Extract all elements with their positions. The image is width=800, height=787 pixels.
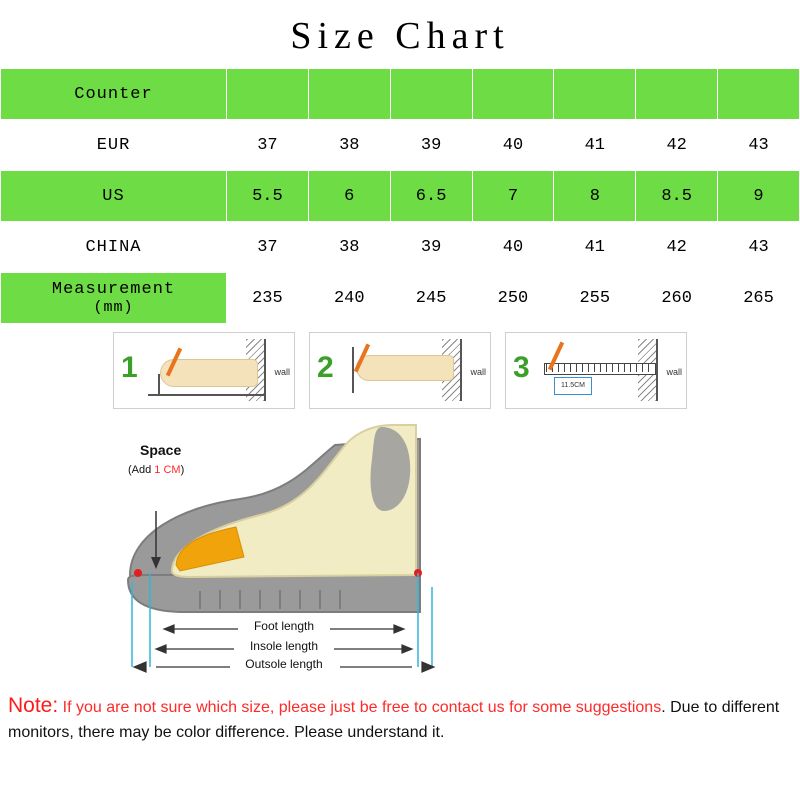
marker-heel-red [134, 569, 142, 577]
table-row-china [1, 222, 800, 273]
wall-label: wall [666, 367, 682, 377]
counter-cell [718, 69, 800, 120]
cell-mm-6: 260 [636, 273, 718, 324]
size-chart-table [0, 68, 800, 324]
cell-mm-5: 255 [554, 273, 636, 324]
table-row-measurement [1, 273, 800, 324]
cell-mm-4: 250 [472, 273, 554, 324]
note-period: . [661, 699, 666, 716]
note-black-text: Due to different monitors, there may be color difference. Please understand it. [8, 699, 780, 742]
step-2 [309, 332, 491, 409]
counter-cell [227, 69, 309, 120]
cell-mm-3: 245 [390, 273, 472, 324]
table-row-eur [1, 120, 800, 171]
cell-china-5: 41 [554, 222, 636, 273]
row-label-us: US [1, 171, 227, 222]
measurement-label-text: Measurement [51, 279, 176, 299]
note-red-text: If you are not sure which size, please just be free to contact us for some suggestions [62, 699, 662, 716]
step-number: 1 [121, 351, 138, 384]
cell-eur-6: 42 [636, 120, 718, 171]
cell-eur-5: 41 [554, 120, 636, 171]
wall-label: wall [274, 367, 290, 377]
cell-china-4: 40 [472, 222, 554, 273]
row-label-eur: EUR [1, 120, 227, 171]
cell-eur-7: 43 [718, 120, 800, 171]
floor-line [148, 394, 264, 396]
measuring-steps [0, 332, 800, 409]
note-text [0, 685, 800, 745]
table-row-us [1, 171, 800, 222]
cell-china-6: 42 [636, 222, 718, 273]
row-label-china: CHINA [1, 222, 227, 273]
cell-us-1: 5.5 [227, 171, 309, 222]
shoe-outsole-shape [128, 575, 420, 612]
ruler-ticks [546, 364, 654, 372]
cell-china-2: 38 [308, 222, 390, 273]
cell-us-3: 6.5 [390, 171, 472, 222]
step-number: 2 [317, 351, 334, 384]
counter-cell [472, 69, 554, 120]
cell-mm-7: 265 [718, 273, 800, 324]
cell-us-6: 8.5 [636, 171, 718, 222]
space-label: Space [140, 442, 182, 458]
counter-cell [308, 69, 390, 120]
measurement-label-unit: (mm) [93, 299, 134, 317]
cell-mm-1: 235 [227, 273, 309, 324]
step-number: 3 [513, 351, 530, 384]
cell-us-7: 9 [718, 171, 800, 222]
note-colon: : [52, 694, 59, 717]
shoe-diagram-svg [120, 415, 680, 683]
note-label: Note [8, 694, 53, 717]
step-1 [113, 332, 295, 409]
measurement-label [1, 280, 226, 317]
outsole-length-label: Outsole length [245, 657, 323, 671]
cell-mm-2: 240 [308, 273, 390, 324]
wall-label: wall [470, 367, 486, 377]
shoe-diagram [0, 415, 800, 685]
cell-us-4: 7 [472, 171, 554, 222]
counter-cell [390, 69, 472, 120]
cell-us-5: 8 [554, 171, 636, 222]
ruler-measure-value: 11.5CM [554, 377, 592, 395]
counter-cell [636, 69, 718, 120]
cell-china-1: 37 [227, 222, 309, 273]
counter-cell [554, 69, 636, 120]
cell-china-7: 43 [718, 222, 800, 273]
table-row-counter [1, 69, 800, 120]
cell-china-3: 39 [390, 222, 472, 273]
cell-us-2: 6 [308, 171, 390, 222]
cell-eur-2: 38 [308, 120, 390, 171]
heel-tick [158, 374, 160, 396]
row-label-measurement [1, 273, 227, 324]
space-sub-label: (Add 1 CM) [128, 464, 185, 476]
insole-length-label: Insole length [249, 639, 319, 653]
foot-outline-icon [356, 355, 454, 381]
counter-label: Counter [1, 69, 227, 120]
cell-eur-3: 39 [390, 120, 472, 171]
step-3 [505, 332, 687, 409]
cell-eur-4: 40 [472, 120, 554, 171]
cell-eur-1: 37 [227, 120, 309, 171]
foot-length-label: Foot length [253, 619, 315, 633]
toe-tick [352, 347, 354, 393]
page-title: Size Chart [290, 15, 510, 57]
